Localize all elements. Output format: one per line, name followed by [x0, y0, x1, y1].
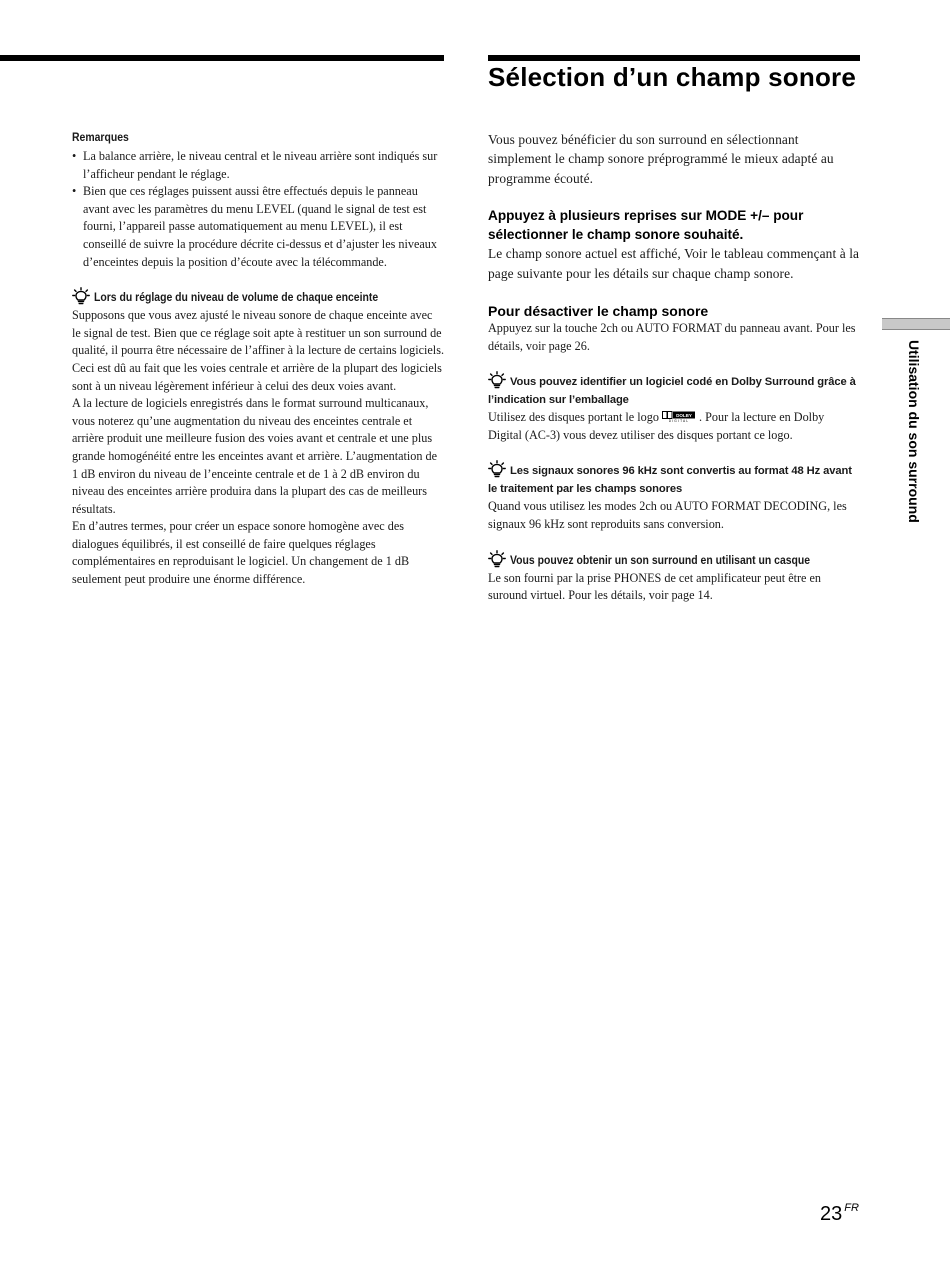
- tip-text-96khz: Quand vous utilisez les modes 2ch ou AUTO FORMAT DECODING, les signaux 96 kHz sont reproduits sans conversion.: [488, 499, 847, 531]
- tip-heading-text: Vous pouvez obtenir un son surround en utilisant un casque: [510, 553, 811, 567]
- right-column: [488, 130, 860, 605]
- lightbulb-icon: [488, 460, 506, 478]
- tip-paragraph: Supposons que vous avez ajusté le niveau sonore de chaque enceinte avec le signal de test. Bien que ce réglage soit apte à restituer un son surround de qualité, il pourra être nécessaire de l’affiner à la lecture de certains logiciels. Ceci est dû au fait que les voies centrale et arrière de la plupart des logiciels sont à un niveau légèrement inférieur à celui des deux voies avant.: [72, 308, 444, 393]
- tip-heading-text: Les signaux sonores 96 kHz sont convertis au format 48 Hz avant le traitement par les champs sonores: [488, 465, 852, 496]
- lightbulb-icon: [488, 550, 506, 568]
- top-rule-right: [488, 55, 860, 61]
- tip-heading-volume: [72, 287, 444, 307]
- page-number: 23 $^{FR}$: [820, 1202, 859, 1225]
- lightbulb-icon: [72, 287, 90, 305]
- tip-paragraph: En d’autres termes, pour créer un espace sonore homogène avec des dialogues équilibrés, il est conseillé de faire quelques réglages complémentaires en reproduisant le logiciel. Un changement de 1 dB seulement peut produire une énorme différence.: [72, 519, 410, 587]
- intro-paragraph: Vous pouvez bénéficier du son surround en sélectionnant simplement le champ sonore préprogrammé le mieux adapté au programme écouté.: [488, 132, 834, 186]
- tip-heading-text: Lors du réglage du niveau de volume de chaque enceinte: [94, 291, 379, 305]
- notes-list: [72, 148, 444, 271]
- tip-heading-dolby: [488, 371, 860, 409]
- deactivate-heading: Pour désactiver le champ sonore: [488, 303, 709, 320]
- top-rule-left: [0, 55, 444, 61]
- note-item: • Bien que ces réglages puissent aussi être effectués depuis le panneau avant avec les paramètres du menu LEVEL (quand le signal de test est fourni, l’appareil passe automatiquement au menu LEVEL), il est conseillé de suivre la procédure décrite ci-dessus et d’ajuster les niveaux d’enceintes depuis la position d’écoute avec la télécommande.: [72, 183, 444, 271]
- step-text: Le champ sonore actuel est affiché, Voir le tableau commençant à la page suivante pour les détails sur chaque champ sonore.: [488, 246, 860, 281]
- left-column: [72, 130, 444, 589]
- page-title: Sélection d’un champ sonore: [488, 62, 857, 92]
- tip-text-headphones: Le son fourni par la prise PHONES de cet amplificateur peut être en suround virtuel. Pour les détails, voir page 14.: [488, 570, 822, 603]
- page-language-suffix: FR: [844, 1202, 859, 1214]
- step-heading: Appuyez à plusieurs reprises sur MODE +/– pour sélectionner le champ sonore souhaité.: [488, 208, 804, 242]
- section-side-label: Utilisation du son surround: [906, 340, 922, 523]
- tip-heading-headphones: [488, 550, 860, 570]
- svg-text:DOLBY: DOLBY: [676, 413, 692, 419]
- svg-text:DIGITAL: DIGITAL: [668, 419, 690, 423]
- tip-heading-text: Vous pouvez identifier un logiciel codé en Dolby Surround grâce à l’indication sur l’emballage: [488, 376, 856, 407]
- section-tab-marker: [882, 318, 950, 330]
- note-item: • La balance arrière, le niveau central et le niveau arrière sont indiqués sur l’afficheur pendant le réglage.: [72, 148, 444, 183]
- deactivate-text: Appuyez sur la touche 2ch ou AUTO FORMAT du panneau avant. Pour les détails, voir page 26.: [488, 321, 856, 353]
- lightbulb-icon: [488, 371, 506, 389]
- tip-heading-96khz: [488, 460, 860, 498]
- notes-heading: Remarques: [72, 131, 129, 144]
- tip-text-dolby: Utilisez des disques portant le logo DOLBY DIGITAL . Pour la lecture en Dolby Digital (AC-3) vous devez utiliser des disques portant ce logo.: [488, 410, 825, 442]
- tip-paragraph: A la lecture de logiciels enregistrés dans le format surround multicanaux, vous noterez qu’une augmentation du niveau des enceintes centrale et arrière produit une meilleure fusion des voies avant et centrale et une plus grande homogénéité entre les enceintes avant et arrière. L’augmentation de 1 dB environ du niveau de l’enceinte centrale et de 1 à 2 dB environ du niveau des enceintes arrière produira dans la plupart des cas de meilleurs résultats.: [72, 396, 438, 516]
- dolby-digital-logo: [662, 411, 696, 422]
